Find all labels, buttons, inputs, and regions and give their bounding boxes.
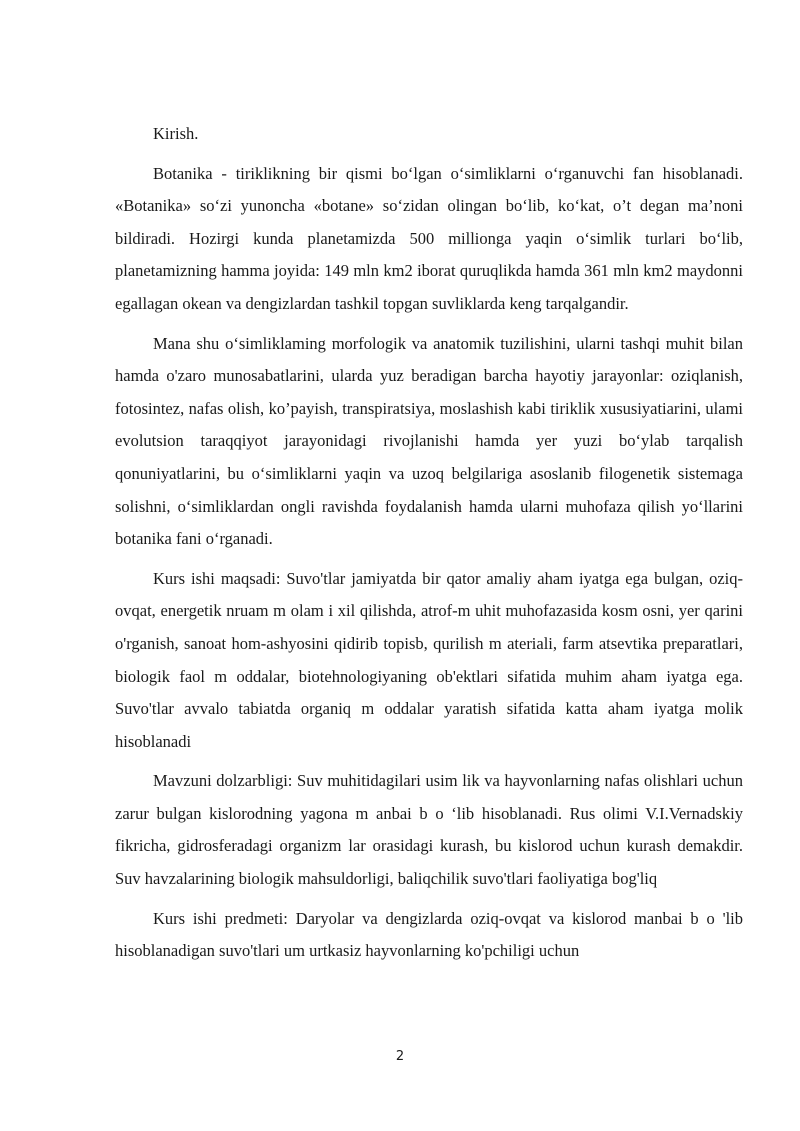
paragraph-dolzarblik: Mavzuni dolzarbligi: Suv muhitidagilari usim lik va hayvonlarning nafas olishlari uchun zarur bulgan kislorodning yagona m anbai b o ‘lib hisoblanadi. Rus olimi V.I.Vernadskiy fikricha, gidrosferadagi organizm lar orasidagi kurash, bu kislorod uchun kurash demakdir. Suv havzalarining biologik mahsuldorligi, baliqchilik suvo'tlari faoliyatiga bog'liq [115,771,743,889]
page-number: 2 [395,1049,405,1064]
section-heading: Kirish. [153,124,199,143]
paragraph-predmet: Kurs ishi predmeti: Daryolar va dengizlarda oziq-ovqat va kislorod manbai b o 'lib hisoblanadigan suvo'tlari um urtkasiz hayvonlarning ko'pchiligi uchun [115,908,743,961]
paragraph-maqsad: Kurs ishi maqsadi: Suvo'tlar jamiyatda bir qator amaliy aham iyatga ega bulgan, oziq-ovqat, energetik nruam m olam i xil qilishda, atrof-m uhit muhofazasida kosm osni, yer qarini o'rganish, sanoat hom-ashyosini qidirib topisb, qurilish m ateriali, farm atsevtika preparatlari, biologik faol m oddalar, biotehnologiyaning ob'ektlari sifatida muhim aham iyatga ega. Suvo'tlar avvalo tabiatda organiq m oddalar yaratish sifatida katta aham iyatga molik hisoblanadi [115,568,743,751]
paragraph-simliklar: Mana shu o‘simliklaming morfologik va anatomik tuzilishini, ularni tashqi muhit bilan hamda o'zaro munosabatlarini, ularda yuz beradigan barcha hayotiy jarayonlar: oziqlanish, fotosintez, nafas olish, ko’payish, transpiratsiya, moslashish kabi tiriklik xususiyatiarini, ulami evolutsion taraqqiyot jarayonidagi rivojlanishi hamda yer yuzi bo‘ylab tarqalish qonuniyatlarini, bu o‘simliklarni yaqin va uzoq belgilariga asoslanib filogenetik sistemaga solishni, o‘simliklardan ongli ravishda foydalanish hamda ularni muhofaza qilish yo‘llarini botanika fani o‘rganadi. [115,333,743,549]
paragraph-botanika: Botanika - tiriklikning bir qismi bo‘lgan o‘simliklarni o‘rganuvchi fan hisoblanadi. «Botanika» so‘zi yunoncha «botane» so‘zidan olingan bo‘lib, ko‘kat, o’t degan ma’noni bildiradi. Hozirgi kunda planetamizda 500 millionga yaqin o‘simlik turlari bo‘lib, planetamizning hamma joyida: 149 mln km2 iborat quruqlikda hamda 361 mln km2 maydonni egallagan okean va dengizlardan tashkil topgan suvliklarda keng tarqalgandir. [115,163,743,313]
document-body [115,118,743,975]
